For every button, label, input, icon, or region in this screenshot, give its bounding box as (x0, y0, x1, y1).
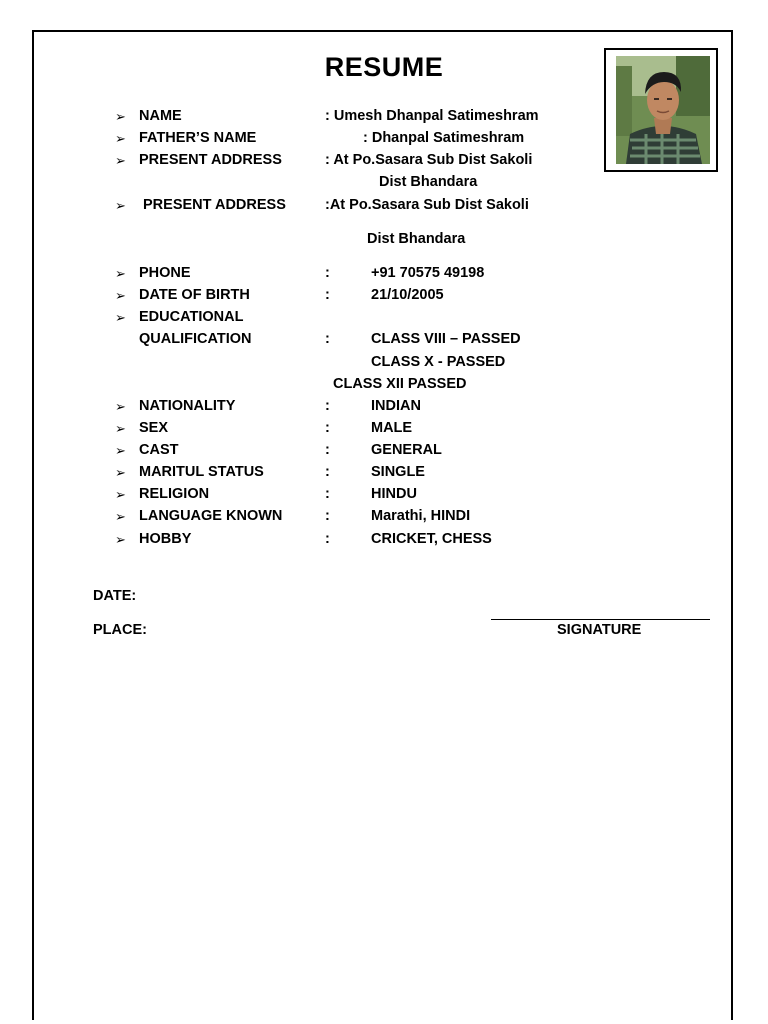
profile-photo (604, 48, 718, 172)
colon: : (325, 398, 330, 414)
present-address-2-label: PRESENT ADDRESS (143, 197, 286, 213)
resume-title: RESUME (324, 52, 444, 82)
phone-value: +91 70575 49198 (371, 265, 485, 281)
bullet-icon: ➢ (115, 131, 126, 146)
father-name-label: FATHER’S NAME (139, 130, 257, 146)
colon: : (325, 331, 330, 347)
education-item: CLASS VIII – PASSED (371, 331, 521, 347)
bullet-icon: ➢ (115, 399, 126, 414)
dob-value: 21/10/2005 (371, 287, 444, 303)
religion-value: HINDU (371, 486, 417, 502)
marital-status-label: MARITUL STATUS (139, 464, 264, 480)
colon: : (325, 442, 330, 458)
sex-value: MALE (371, 420, 413, 436)
cast-label: CAST (139, 442, 179, 458)
signature-label: SIGNATURE (557, 622, 642, 638)
bullet-icon: ➢ (115, 509, 126, 524)
hobby-value: CRICKET, CHESS (371, 531, 492, 547)
colon: : (325, 464, 330, 480)
bullet-icon: ➢ (115, 198, 126, 213)
bullet-icon: ➢ (115, 465, 126, 480)
education-label-line1: EDUCATIONAL (139, 309, 244, 325)
bullet-icon: ➢ (115, 443, 126, 458)
sex-label: SEX (139, 420, 169, 436)
colon: : (325, 531, 330, 547)
present-address-2-line1: :At Po.Sasara Sub Dist Sakoli (325, 197, 529, 213)
colon: : (325, 486, 330, 502)
bullet-icon: ➢ (115, 532, 126, 547)
hobby-label: HOBBY (139, 531, 192, 547)
religion-label: RELIGION (139, 486, 210, 502)
bullet-icon: ➢ (115, 421, 126, 436)
colon: : (325, 265, 330, 281)
bullet-icon: ➢ (115, 266, 126, 281)
name-value: : Umesh Dhanpal Satimeshram (325, 108, 539, 124)
present-address-2-line2: Dist Bhandara (367, 231, 466, 247)
phone-label: PHONE (139, 265, 191, 281)
cast-value: GENERAL (371, 442, 442, 458)
date-label: DATE: (93, 588, 137, 604)
nationality-label: NATIONALITY (139, 398, 236, 414)
name-label: NAME (139, 108, 182, 124)
bullet-icon: ➢ (115, 153, 126, 168)
colon: : (325, 420, 330, 436)
bullet-icon: ➢ (115, 109, 126, 124)
colon: : (325, 508, 330, 524)
signature-line (491, 619, 710, 620)
present-address-label: PRESENT ADDRESS (139, 152, 282, 168)
education-item: CLASS XII PASSED (333, 376, 467, 392)
father-name-value: : Dhanpal Satimeshram (363, 130, 525, 146)
bullet-icon: ➢ (115, 288, 126, 303)
education-item: CLASS X - PASSED (371, 354, 506, 370)
present-address-line2: Dist Bhandara (379, 174, 478, 190)
place-label: PLACE: (93, 622, 147, 638)
dob-label: DATE OF BIRTH (139, 287, 250, 303)
bullet-icon: ➢ (115, 310, 126, 325)
profile-photo-image (616, 56, 710, 164)
bullet-icon: ➢ (115, 487, 126, 502)
nationality-value: INDIAN (371, 398, 421, 414)
colon: : (325, 287, 330, 303)
present-address-line1: : At Po.Sasara Sub Dist Sakoli (325, 152, 533, 168)
marital-status-value: SINGLE (371, 464, 425, 480)
language-label: LANGUAGE KNOWN (139, 508, 283, 524)
language-value: Marathi, HINDI (371, 508, 471, 524)
education-label-line2: QUALIFICATION (139, 331, 252, 347)
